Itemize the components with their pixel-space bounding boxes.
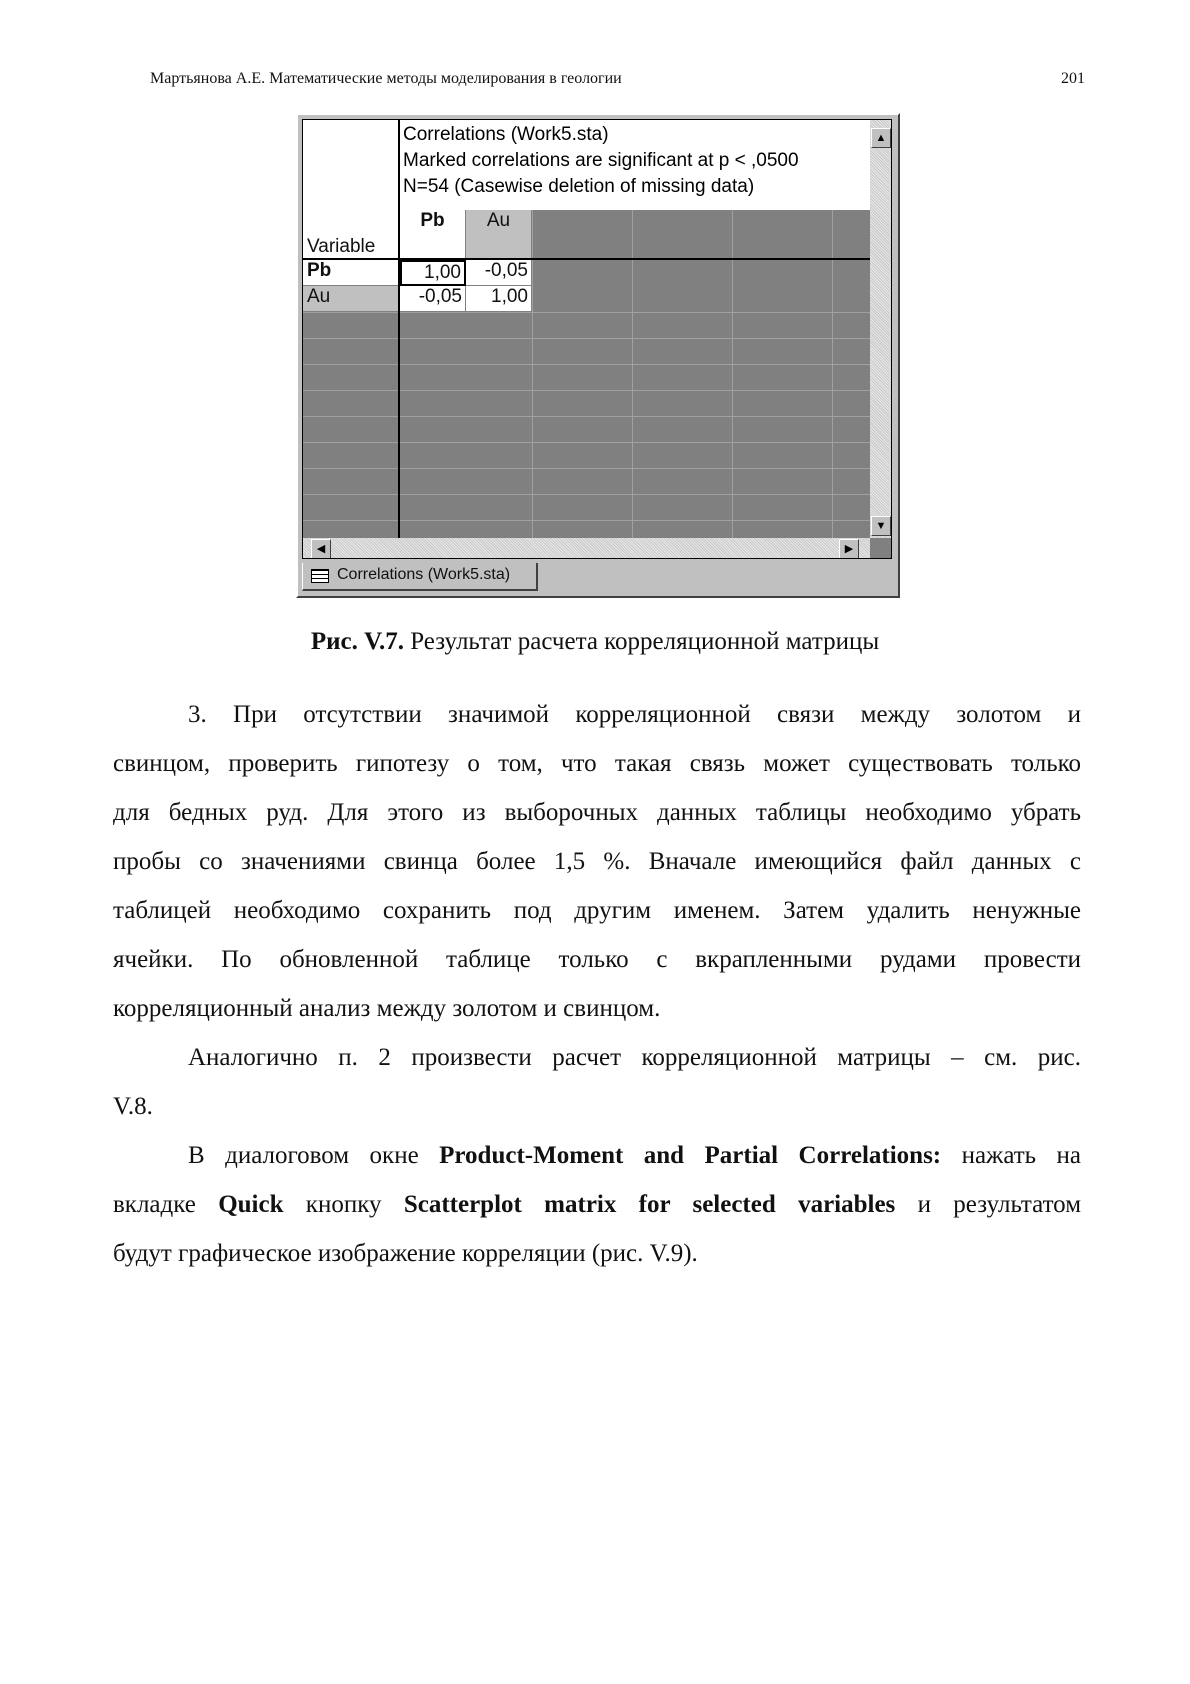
text-line: корреляционный анализ между золотом и свинцом.: [113, 995, 661, 1022]
paragraph-1: [113, 690, 1081, 1033]
scroll-down-icon[interactable]: ▼: [871, 516, 891, 536]
cell-pb-au[interactable]: -0,05: [466, 260, 532, 286]
spreadsheet: [302, 119, 892, 559]
row-header-pb[interactable]: Pb: [303, 260, 398, 286]
text-line: таблицей необходимо сохранить под другим именем. Затем удалить ненужные: [113, 897, 1081, 924]
cell-au-pb[interactable]: -0,05: [400, 286, 466, 312]
sheet-title: Correlations (Work5.sta): [403, 124, 609, 145]
cell-pb-pb[interactable]: 1,00: [400, 260, 466, 286]
text-line: V.8.: [113, 1093, 153, 1120]
sheet-subtitle: Marked correlations are significant at p < ,0500: [403, 150, 799, 171]
scroll-up-icon[interactable]: ▲: [871, 128, 891, 148]
text-line: для бедных руд. Для этого из выборочных данных таблицы необходимо убрать: [113, 799, 1081, 826]
spreadsheet-icon: [311, 569, 329, 583]
sheet-tab[interactable]: [302, 563, 538, 591]
text-line: свинцом, проверить гипотезу о том, что такая связь может существовать только: [113, 750, 1081, 777]
column-header-au[interactable]: Au: [466, 210, 532, 258]
header-title: Мартьянова А.Е. Математические методы моделирования в геологии: [150, 70, 622, 87]
figure-number: Рис. V.7.: [310, 628, 404, 655]
scroll-right-icon[interactable]: ▶: [839, 539, 859, 559]
column-header-pb[interactable]: Pb: [400, 210, 466, 258]
sheet-note: N=54 (Casewise deletion of missing data): [403, 176, 755, 197]
figure-caption-text: Результат расчета корреляционной матрицы: [403, 628, 880, 655]
button-name: Scatterplot matrix for selected variables: [403, 1191, 896, 1218]
cell-au-au[interactable]: 1,00: [466, 286, 532, 312]
sheet-tab-label: Correlations (Work5.sta): [337, 566, 511, 583]
text-line: вкладке Quick кнопку Scatterplot matrix for selected variables и результатом: [113, 1191, 1082, 1218]
text-line: В диалоговом окне Product-Moment and Partial Correlations: нажать на: [188, 1142, 1082, 1169]
row-header-au[interactable]: Au: [303, 286, 398, 312]
dialog-name: Product-Moment and Partial Correlations:: [439, 1142, 942, 1169]
figure-caption: [0, 628, 1190, 656]
paragraph-3: [113, 1131, 1081, 1278]
text-line: ячейки. По обновленной таблице только с вкрапленными рудами провести: [113, 946, 1081, 973]
horizontal-scrollbar[interactable]: [303, 538, 870, 559]
running-header: [150, 70, 1085, 94]
text-line: Аналогично п. 2 произвести расчет корреляционной матрицы – см. рис.: [188, 1044, 1081, 1071]
tab-name: Quick: [218, 1191, 284, 1218]
page-number: 201: [1061, 70, 1085, 87]
vertical-scrollbar[interactable]: [870, 120, 892, 538]
text-line: 3. При отсутствии значимой корреляционной связи между золотом и: [188, 701, 1081, 728]
text-line: пробы со значениями свинца более 1,5 %. Вначале имеющийся файл данных с: [113, 848, 1081, 875]
variable-label: Variable: [307, 236, 376, 257]
paragraph-2: [113, 1033, 1081, 1131]
scroll-left-icon[interactable]: ◀: [311, 539, 331, 559]
text-line: будут графическое изображение корреляции (рис. V.9).: [113, 1240, 698, 1267]
correlations-window: [296, 113, 900, 598]
